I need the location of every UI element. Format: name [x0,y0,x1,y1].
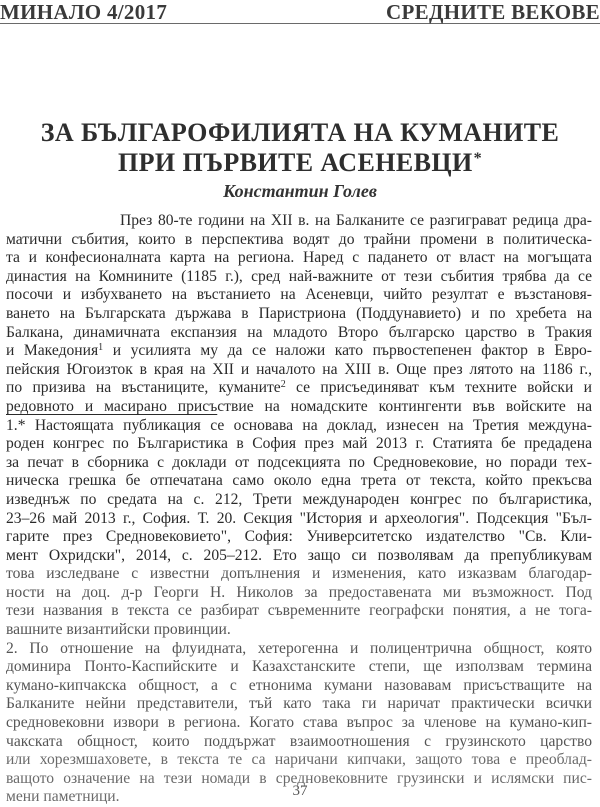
article-title-line-2: ПРИ ПЪРВИТЕ АСЕНЕВЦИ* [118,148,482,177]
footnote-2-line: Балканите нейни представители, тъй като така ги наричат практически всички [6,695,592,713]
body-line: династия на Комнините (1185 г.), сред най-важните от тези събития трябва да се [6,267,592,285]
footnote-1-line: мент Охридски", 2014, с. 205–212. Ето защо си позволявам да препубликувам [6,546,592,564]
body-line: През 80-те години на XII в. на Балканите се разгиграват редица дра- [120,212,592,229]
article-author: Константин Голев [223,181,377,201]
article-title-line-1: ЗА БЪЛГАРОФИЛИЯТА НА КУМАНИТЕ [40,118,560,147]
footnote-ref-1: 1 [98,342,104,354]
footnote-1-line: изведнъж по средата на с. 212, Трети международен конгрес по българистика, [6,490,592,508]
section-title: СРЕДНИТЕ ВЕКОВЕ [386,0,600,24]
body-line: и Македония$^1$ и усилията му да се наложи като първостепенен фактор в Евро- [6,342,592,360]
footnote-ref-2: 2 [280,379,286,391]
footnote-1-line: ническа грешка бе отпечатана само около една трета от текста, който прекъсва [6,472,592,490]
body-line: редовното и масирано присъствие на номадските контингенти във войските на [6,397,592,415]
title-footnote-mark: * [473,150,482,167]
page-number: 37 [292,783,308,799]
body-line: ването на Българската държава в Паристриона (Поддунавието) и по хребета на [6,304,592,322]
underlined-phrase: редовното и масирано присъ [6,397,218,415]
footnote-1-line: вашните византийски провинции. [6,621,231,639]
footnote-2-line: средновековни извори в региона. Когато става въпрос за членове на кумано-кип- [6,714,592,732]
body-line: та и конфесионалната карта на региона. Наред с падането от власт на могъщата [6,249,592,267]
footnote-2-line: или хорезмшаховете, в текста те са наричани кипчаки, защото това е преоблад- [6,751,592,769]
footnote-2-line: 2. По отношение на флуидната, хетерогенна и полицентрична общност, която [6,639,592,657]
footnote-1-line: гарите през Средновековието", София: Университетско издателство "Св. Кли- [6,528,592,546]
article-body [0,212,600,807]
article-title-block [0,118,600,202]
footnote-1-line: ности на доц. д-р Георги Н. Николов за предоставената ми възможност. Под [6,583,592,601]
footnote-1-line: роден конгрес по Българистика в София през май 2013 г. Статията бе предадена [6,435,592,453]
body-line: матични събития, които в перспектива водят до трайни промени в политическа- [6,230,592,248]
body-line: пейския Югоизток в края на XII и началото на XIII в. Още през лятото на 1186 г., [6,360,592,378]
running-header [0,0,600,24]
footnote-1-line: това изследване с известни допълнения и изменения, като изказвам благодар- [6,565,592,583]
footnote-2-line: доминира Понто-Каспийските и Казахстанските степи, ще използвам термина [6,658,592,676]
footnote-1-line: 23–26 май 2013 г., София. Т. 20. Секция "История и археология". Подсекция "Бъл- [6,509,592,527]
body-line: посочи и избухването на въстанието на Асеневци, чийто резултат е възстановя- [6,286,592,304]
footnote-2-line: чакската общност, които поддържат взаимоотношения с грузинското царство [6,732,592,750]
body-line: Балкана, динамичната експанзия на младото Второ българско царство в Тракия [6,323,592,341]
footnote-2-line: кумано-кипчакска общност, а с етнонима кумани назовавам присъстващите на [6,676,592,694]
journal-issue: МИНАЛО 4/2017 [0,0,168,24]
footnote-2-line: мени паметници. [6,788,120,806]
footnote-2-line: ващото означение на тези номади в средновековните грузински и ислямски пис- [6,769,592,787]
footnote-1-line: тези названия в текста се разбират съвременните географски понятия, а не тога- [6,602,592,620]
footnote-1-line: за печат в сборника с доклади от подсекцията по Средновековие, но поради тех- [6,453,592,471]
body-line: по призива на въстаниците, куманите$^2$ се присъединяват към техните войски и [6,379,592,397]
footnote-1-line: 1.* Настоящата публикация се основава на доклад, изнесен на Третия междуна- [6,416,592,434]
